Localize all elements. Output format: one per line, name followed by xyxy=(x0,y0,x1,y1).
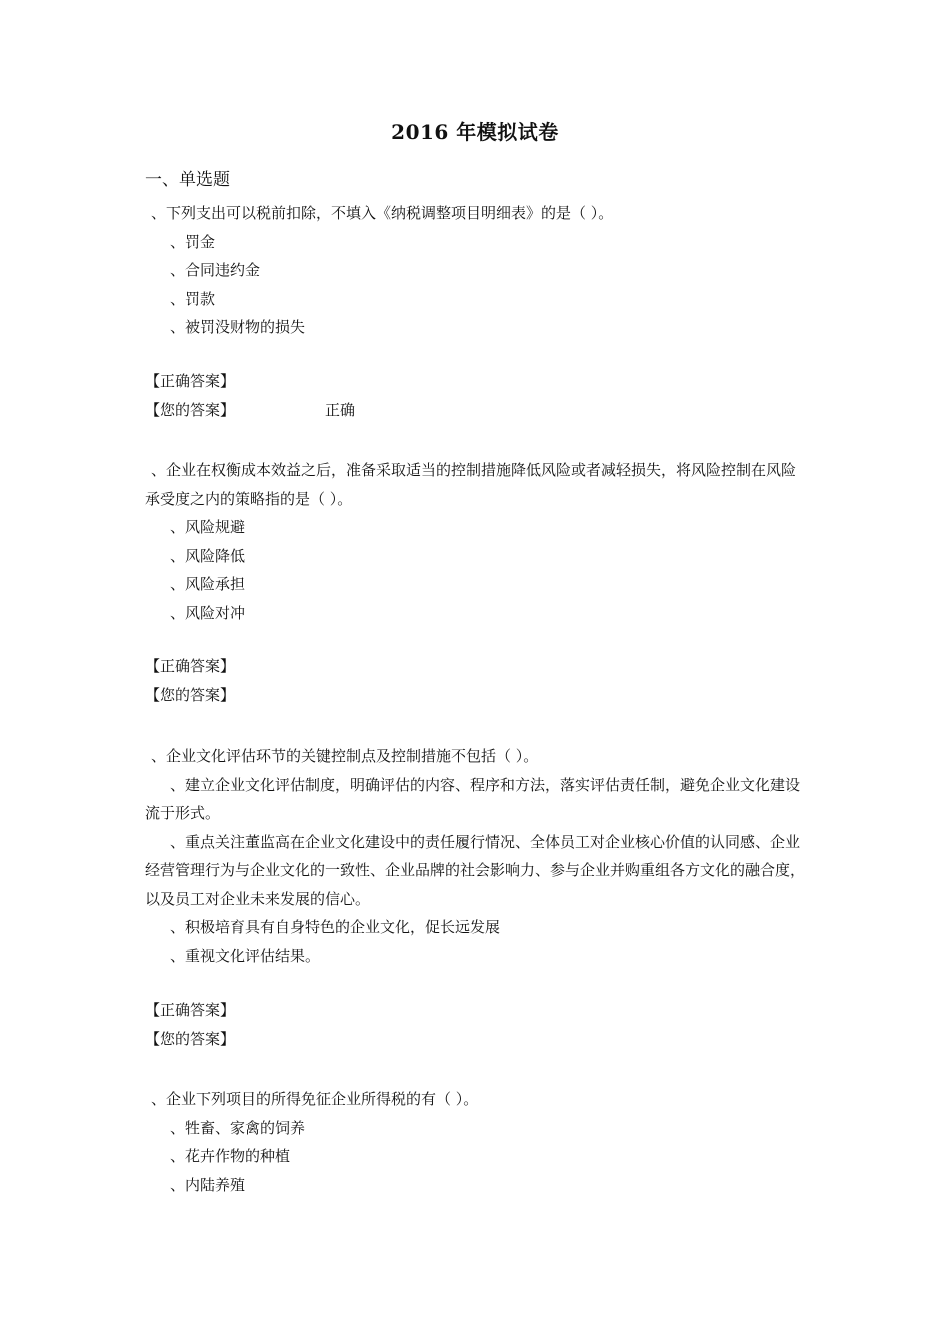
option-a: 、牲畜、家禽的饲养 xyxy=(170,1118,306,1137)
option-b: 、风险降低 xyxy=(170,546,246,565)
option-a: 、罚金 xyxy=(170,232,216,251)
option-b: 、花卉作物的种植 xyxy=(170,1147,291,1165)
option-c: 、积极培育具有自身特色的企业文化，促长远发展 xyxy=(170,918,501,936)
section-heading: 一、单选题 xyxy=(145,170,230,190)
question-4 xyxy=(145,1085,810,1199)
option-d: 、风险对冲 xyxy=(170,603,246,622)
correct-answer-label: 【正确答案】 xyxy=(145,1001,236,1019)
question-stem: 、企业在权衡成本效益之后，准备采取适当的控制措施降低风险或者减轻损失，将风险控制在风险承受度之内的策略指的是（ ）。 xyxy=(145,461,797,508)
question-stem: 、企业文化评估环节的关键控制点及控制措施不包括（ ）。 xyxy=(151,747,539,765)
option-c: 、风险承担 xyxy=(170,575,246,593)
your-answer-label: 【您的答案】 xyxy=(145,1029,236,1048)
question-2 xyxy=(145,456,810,627)
question-1 xyxy=(145,199,810,342)
correct-answer-label: 【正确答案】 xyxy=(145,372,236,390)
option-a: 、建立企业文化评估制度，明确评估的内容、程序和方法，落实评估责任制，避免企业文化建设流于形式。 xyxy=(145,775,801,822)
your-answer-label: 【您的答案】 xyxy=(145,685,236,704)
answer-block-1 xyxy=(145,367,355,424)
option-c: 、内陆养殖 xyxy=(170,1175,246,1194)
option-d: 、重视文化评估结果。 xyxy=(170,946,321,965)
question-3 xyxy=(145,742,810,970)
answer-block-2 xyxy=(145,652,325,709)
your-answer-label: 【您的答案】 xyxy=(145,400,236,419)
option-d: 、被罚没财物的损失 xyxy=(170,318,306,336)
option-a: 、风险规避 xyxy=(170,518,246,536)
your-answer-value: 正确 xyxy=(325,400,356,419)
question-stem: 、企业下列项目的所得免征企业所得税的有（ ）。 xyxy=(151,1090,479,1108)
option-b: 、合同违约金 xyxy=(170,261,261,279)
answer-block-3 xyxy=(145,996,325,1053)
question-stem: 、下列支出可以税前扣除，不填入《纳税调整项目明细表》的是（ ）。 xyxy=(151,204,614,222)
option-b: 、重点关注董监高在企业文化建设中的责任履行情况、全体员工对企业核心价值的认同感、企业经营管理行为与企业文化的一致性、企业品牌的社会影响力、参与企业并购重组各方文化的融合度，以及员工对企业未来发展的信心。 xyxy=(145,832,806,908)
document-title: 2016 年模拟试卷 xyxy=(391,120,559,144)
correct-answer-label: 【正确答案】 xyxy=(145,657,236,675)
option-c: 、罚款 xyxy=(170,289,216,308)
